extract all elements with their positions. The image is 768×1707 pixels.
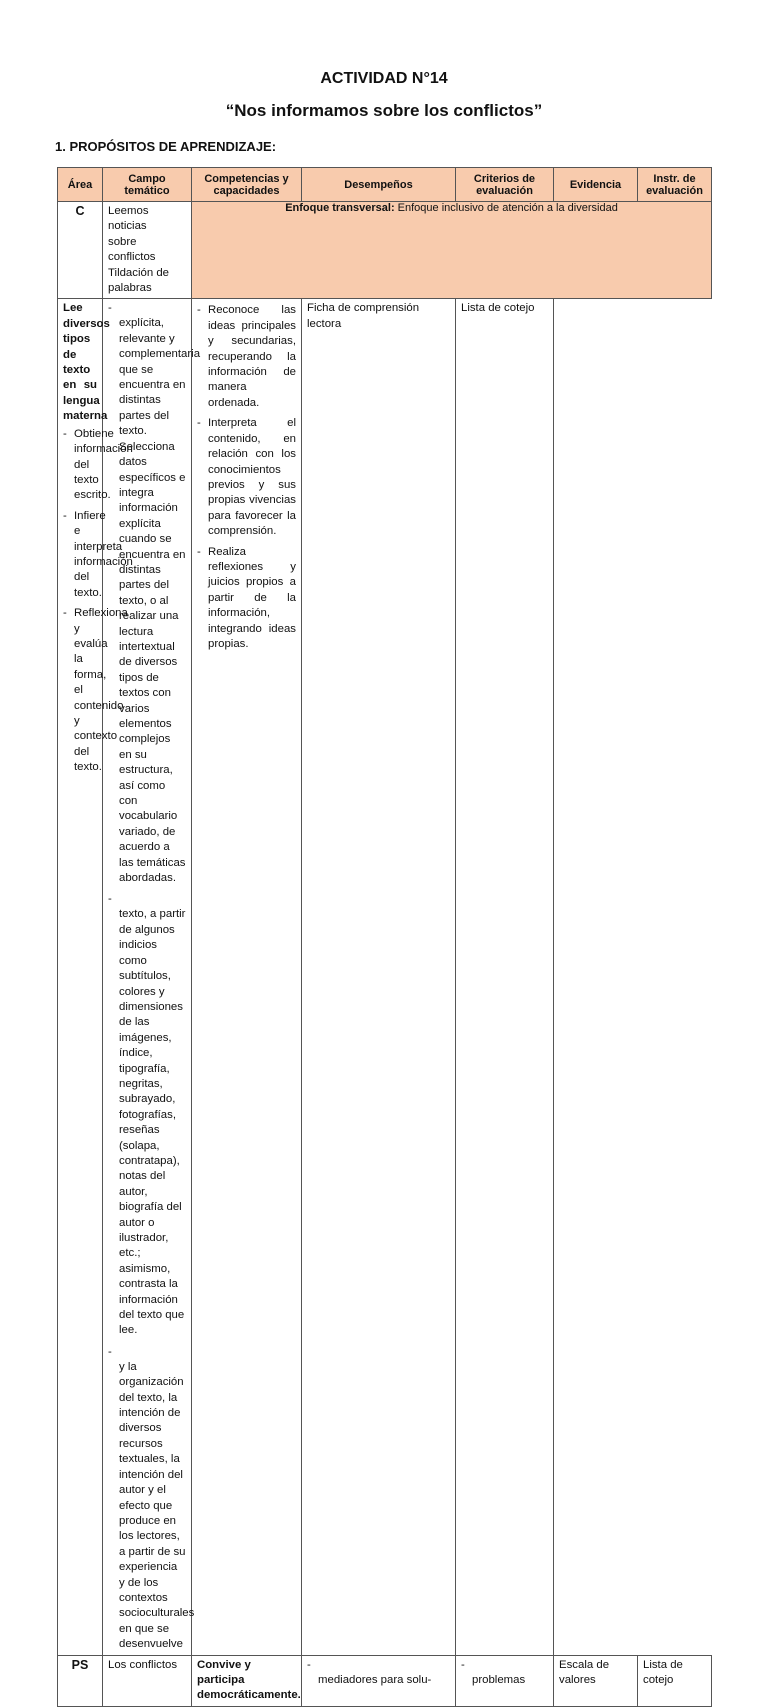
desempeno-block [307, 1658, 450, 1688]
section-heading: 1. PROPÓSITOS DE APRENDIZAJE: [55, 139, 277, 154]
dash-marker: - [108, 302, 112, 315]
dash-marker: - [461, 1658, 465, 1671]
header-competencias: Competencias y capacidades [192, 168, 302, 202]
desempeno-text: texto, a partir de algunos indicios como subtítulos, colores y dimensiones de las imágenes, índice, tipografía, negritas, subrayado, fotografías, reseñas (solapa, contratapa), notas del autor, biografía del autor o ilustrador, etc.; asimismo, contrasta la información del texto que lee. [119, 908, 186, 1337]
header-area: Área [58, 168, 103, 202]
cell-instr-ps: Lista de cotejo [638, 1655, 712, 1706]
dash-marker: - [108, 1345, 112, 1358]
campo-line: conflictos [108, 251, 156, 264]
cell-competencias-c [58, 299, 133, 1655]
desempeno-text: mediadores para solu- [318, 1673, 432, 1686]
list-item: - Interpreta el contenido, en relación con los conocimientos previos y sus propias vivencias para favorecer la comprensión. [197, 416, 296, 539]
criterio-text: problemas [472, 1673, 526, 1686]
criterio-block [461, 1658, 548, 1688]
cell-competencias-ps: Convive y participa democráticamente. [192, 1655, 302, 1706]
list-item: - Infiere e interpreta información del texto. [63, 509, 97, 601]
header-criterios: Criterios de evaluación [456, 168, 554, 202]
list-item: - Realiza reflexiones y juicios propios a partir de la información, integrando ideas propias. [197, 545, 296, 653]
desempeno-text: explícita, relevante y complementaria que se encuentra en distintas partes del texto. [119, 317, 201, 438]
dash-marker: - [307, 1658, 311, 1671]
header-campo: Campo temático [103, 168, 192, 202]
dash-marker: - [108, 893, 112, 906]
desempeno-block [108, 301, 201, 886]
header-desempenos: Desempeños [302, 168, 456, 202]
campo-line: Leemos [108, 205, 149, 217]
competencia-title: Lee diversos tipos de texto en su lengua materna [63, 302, 110, 423]
cell-area-c: C [58, 202, 103, 299]
cell-evidencia-c: Ficha de comprensión lectora [302, 299, 456, 1655]
cell-campo-ps: Los conflictos [103, 1655, 192, 1706]
enfoque-text: Enfoque inclusivo de atención a la diversidad [394, 202, 618, 214]
capacidades-list [63, 427, 133, 776]
cell-criterios-ps [456, 1655, 554, 1706]
page-title: ACTIVIDAD N°14 [320, 70, 448, 87]
table-row-c-content [58, 299, 712, 1655]
header-evidencia: Evidencia [554, 168, 638, 202]
header-instr: Instr. de evaluación [638, 168, 712, 202]
cell-campo-c [103, 202, 192, 299]
desempeno-text: Selecciona datos específicos e integra información explícita cuando se encuentra en distintas partes del texto, o al realizar una lectura intertextual de diversos tipos de textos con varios elementos complejos en su estructura, así como con vocabulario variado, de acuerdo a las temáticas abordadas. [119, 440, 186, 885]
campo-line: palabras [108, 282, 152, 295]
list-item: - Reconoce las ideas principales y secundarias, recuperando la información de manera ordenada. [197, 303, 296, 411]
campo-line: noticias [108, 220, 147, 233]
desempeno-block [108, 892, 186, 1338]
cell-desempenos-ps [302, 1655, 456, 1706]
enfoque-cell [192, 202, 712, 299]
campo-line: Tildación de [108, 266, 169, 279]
desempeno-block [108, 1345, 195, 1653]
criterios-list [197, 303, 296, 652]
enfoque-label: Enfoque transversal: [285, 202, 395, 214]
cell-criterios-c [192, 299, 302, 1655]
cell-instr-c: Lista de cotejo [456, 299, 554, 1655]
list-item: - Obtiene información del texto escrito. [63, 427, 97, 504]
cell-desempenos-c [103, 299, 201, 1655]
campo-line: sobre [108, 235, 137, 248]
desempeno-text: y la organización del texto, la intención de diversos recursos textuales, la intención del autor y el efecto que produce en los lectores, a partir de su experiencia y de los contextos socioculturales en que se desenvuelve [119, 1360, 195, 1651]
cell-evidencia-ps: Escala de valores [554, 1655, 638, 1706]
cell-area-ps: PS [58, 1655, 103, 1706]
table-header-row [58, 168, 712, 202]
list-item: - Reflexiona y evalúa la forma, el contenido y contexto del texto. [63, 606, 97, 775]
table-row-ps [58, 1655, 712, 1706]
learning-purposes-table [57, 167, 712, 1707]
page-subtitle: “Nos informamos sobre los conflictos” [225, 101, 543, 120]
